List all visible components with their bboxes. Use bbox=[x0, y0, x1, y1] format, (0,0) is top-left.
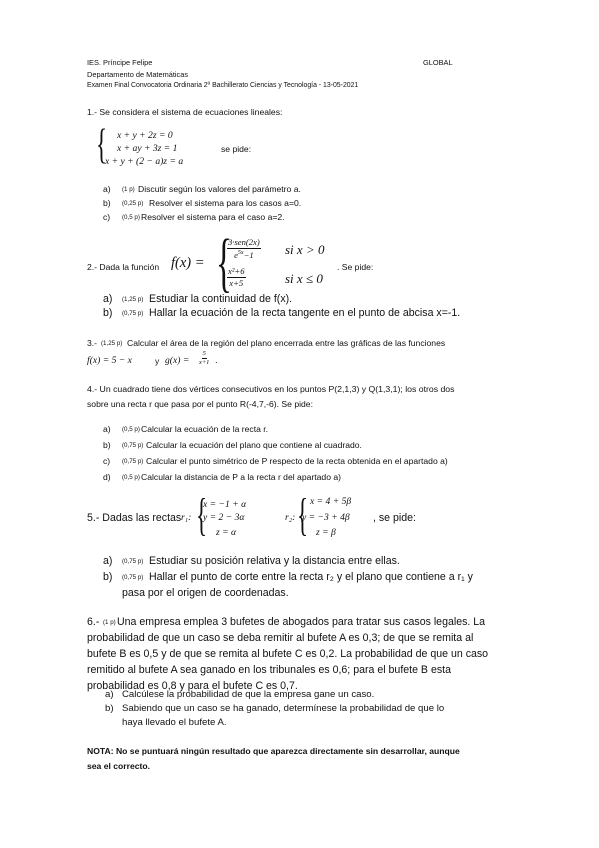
q6-item-b-continuation: haya llevado el bufete A. bbox=[122, 717, 227, 728]
q5-item-b-text: Hallar el punto de corte entre la recta r₂ y el plano que contiene a r₁ y bbox=[149, 571, 473, 583]
q1-intro: 1.- Se considera el sistema de ecuaciones lineales: bbox=[87, 107, 283, 117]
q5-item-a-letter: a) bbox=[103, 555, 113, 567]
q4-item-d-points: (0,5 p) bbox=[122, 474, 140, 481]
q5-item-a-points: (0,75 p) bbox=[122, 558, 144, 565]
q6-item-a-letter: a) bbox=[105, 689, 114, 700]
q2-case2-fraction bbox=[227, 267, 246, 287]
q4-item-a-points: (0,5 p) bbox=[122, 426, 140, 433]
q3-function-g: g(x) = bbox=[165, 355, 190, 366]
q6-points: (1 p) bbox=[103, 619, 116, 626]
q4-statement-line-2: sobre una recta r que pasa por el punto R(-4,7,-6). Se pide: bbox=[87, 399, 313, 409]
q1-item-b-text: Resolver el sistema para los casos a=0. bbox=[149, 198, 302, 208]
q2-case1-fraction bbox=[227, 238, 261, 259]
q1-item-a-points: (1 p) bbox=[122, 186, 135, 193]
q6-line-1: Una empresa emplea 3 bufetes de abogados para tratar sus casos legales. La bbox=[117, 616, 486, 628]
q4-item-c-points: (0,75 p) bbox=[122, 458, 144, 465]
q5-r2-brace: { bbox=[297, 489, 309, 540]
q1-se-pide: se pide: bbox=[221, 144, 252, 154]
q2-piecewise-brace: { bbox=[216, 226, 232, 299]
q3-g-denominator: x+1 bbox=[199, 359, 210, 367]
q2-intro: 2.- Dada la función bbox=[87, 262, 160, 272]
q6-item-b-text: Sabiendo que un caso se ha ganado, determínese la probabilidad de que lo bbox=[122, 703, 445, 714]
q1-equation-3: x + y + (2 − a)z = a bbox=[105, 156, 184, 167]
q1-item-c-letter: c) bbox=[103, 212, 111, 222]
q2-item-b-letter: b) bbox=[103, 307, 113, 319]
q5-r2-eq-z: z = β bbox=[316, 527, 336, 538]
q2-case2-denominator: x+5 bbox=[229, 277, 244, 288]
q2-item-b-points: (0,75 p) bbox=[122, 310, 144, 317]
department-name: Departamento de Matemáticas bbox=[87, 70, 189, 79]
q1-item-a-letter: a) bbox=[103, 184, 111, 194]
q1-item-c-points: (0,5 p) bbox=[122, 214, 140, 221]
q5-r2-eq-y: y = −3 + 4β bbox=[302, 512, 350, 523]
q5-item-b-letter: b) bbox=[103, 571, 113, 583]
q5-intro: 5.- Dadas las rectas bbox=[87, 512, 182, 524]
q2-se-pide: . Se pide: bbox=[337, 262, 374, 272]
note-line-1: NOTA: No se puntuará ningún resultado que aparezca directamente sin desarrollar, aunque bbox=[87, 746, 460, 756]
q6-line-3: bufete B es 0,5 y de que se remita al bufete C es 0,2. La probabilidad de que un caso bbox=[87, 648, 489, 660]
q3-function-f: f(x) = 5 − x bbox=[87, 355, 132, 366]
q1-equation-1: x + y + 2z = 0 bbox=[117, 130, 173, 141]
q6-label: 6.- bbox=[87, 616, 100, 628]
q1-item-b-points: (0,25 p) bbox=[122, 200, 144, 207]
q1-system-brace: { bbox=[96, 122, 108, 168]
q4-statement-line-1: 4.- Un cuadrado tiene dos vértices consecutivos en los puntos P(2,1,3) y Q(1,3,1); los otros dos bbox=[87, 384, 455, 394]
q1-equation-2: x + ay + 3z = 1 bbox=[117, 143, 178, 154]
q6-line-4: remitido al bufete A sea ganado en los tribunales es 0,6; para el bufete B esta bbox=[87, 664, 451, 676]
q4-item-b-text: Calcular la ecuación del plano que contiene al cuadrado. bbox=[146, 440, 362, 450]
q2-item-a-text: Estudiar la continuidad de f(x). bbox=[149, 293, 293, 305]
q5-r2-label: r₂: bbox=[285, 512, 296, 523]
exam-title: Examen Final Convocatoria Ordinaria 2º Bachillerato Ciencias y Tecnología - 13-05-2021 bbox=[87, 82, 359, 89]
q4-item-d-text: Calcular la distancia de P a la recta r del apartado a) bbox=[141, 472, 341, 482]
school-name: IES. Príncipe Felipe bbox=[87, 58, 153, 67]
q2-item-b-text: Hallar la ecuación de la recta tangente en el punto de abcisa x=-1. bbox=[149, 307, 461, 319]
q5-item-b-continuation: pasa por el origen de coordenadas. bbox=[122, 587, 289, 599]
q3-label: 3.- bbox=[87, 338, 98, 348]
q5-item-a-text: Estudiar su posición relativa y la distancia entre ellas. bbox=[149, 555, 400, 567]
q5-r1-brace: { bbox=[196, 489, 208, 540]
q2-case1-condition: si x > 0 bbox=[285, 242, 325, 257]
q5-r1-eq-z: z = α bbox=[216, 527, 237, 538]
q3-points: (1,25 p) bbox=[101, 340, 123, 347]
q5-r1-label: r₁: bbox=[181, 512, 192, 523]
q2-function-name: f(x) = bbox=[171, 255, 205, 271]
q3-period: . bbox=[215, 355, 218, 366]
q4-item-b-points: (0,75 p) bbox=[122, 442, 144, 449]
q1-item-c-text: Resolver el sistema para el caso a=2. bbox=[141, 212, 285, 222]
q4-item-c-letter: c) bbox=[103, 456, 111, 466]
q5-item-b-points: (0,75 p) bbox=[122, 574, 144, 581]
q6-line-2: probabilidad de que un caso se deba remitir al bufete A es 0,3; de que se remita al bbox=[87, 632, 474, 644]
q6-item-a-text: Calcúlese la probabilidad de que la empresa gane un caso. bbox=[122, 689, 375, 700]
q4-item-a-text: Calcular la ecuación de la recta r. bbox=[141, 424, 269, 434]
q3-and: y bbox=[155, 356, 160, 366]
q6-item-b-letter: b) bbox=[105, 703, 114, 714]
q2-case1-numerator: 3·sen(2x) bbox=[228, 237, 260, 247]
q1-item-b-letter: b) bbox=[103, 198, 111, 208]
q5-se-pide: , se pide: bbox=[373, 512, 416, 524]
q4-item-c-text: Calcular el punto simétrico de P respecto de la recta obtenida en el apartado a) bbox=[146, 456, 448, 466]
q2-case2-numerator: x²+6 bbox=[228, 266, 245, 276]
q3-g-numerator: 5 bbox=[202, 351, 207, 359]
q3-text: Calcular el área de la región del plano encerrada entre las gráficas de las funciones bbox=[127, 338, 446, 348]
q2-item-a-points: (1,25 p) bbox=[122, 296, 144, 303]
q4-item-a-letter: a) bbox=[103, 424, 111, 434]
q4-item-b-letter: b) bbox=[103, 440, 111, 450]
q5-r2-eq-x: x = 4 + 5β bbox=[310, 496, 352, 507]
q4-item-d-letter: d) bbox=[103, 472, 111, 482]
q5-r1-eq-y: y = 2 − 3α bbox=[203, 512, 245, 523]
global-tag: GLOBAL bbox=[423, 58, 453, 67]
q2-case1-denominator: $e^{5x}-1$ bbox=[234, 249, 254, 260]
q2-item-a-letter: a) bbox=[103, 293, 113, 305]
q5-r1-eq-x: x = −1 + α bbox=[203, 499, 247, 510]
q6-line-5: probabilidad es 0,8 y para el bufete C es 0,7. bbox=[87, 680, 298, 692]
note-line-2: sea el correcto. bbox=[87, 761, 151, 771]
q1-item-a-text: Discutir según los valores del parámetro a. bbox=[138, 184, 301, 194]
q3-g-fraction bbox=[199, 350, 209, 368]
q2-case2-condition: si x ≤ 0 bbox=[285, 271, 323, 286]
